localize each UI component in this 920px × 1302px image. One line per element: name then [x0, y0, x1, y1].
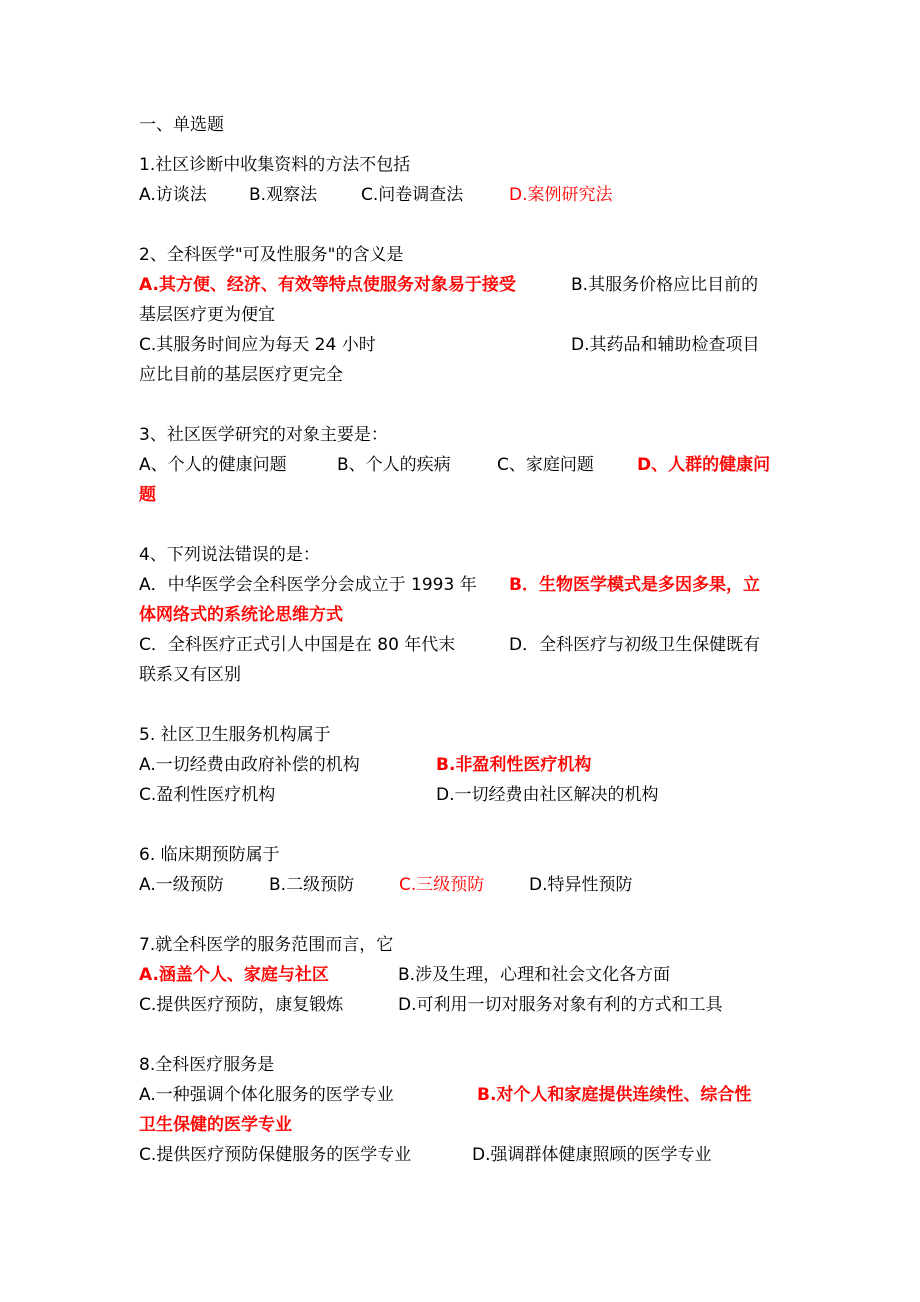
options-row	[139, 960, 789, 990]
option-b-answer: B．生物医学模式是多因多果，立	[509, 575, 760, 595]
options-row	[139, 450, 789, 480]
option-d: D.特异性预防	[529, 875, 633, 895]
question-stem: 5. 社区卫生服务机构属于	[139, 725, 331, 745]
option-d-answer: D.案例研究法	[509, 185, 613, 205]
options-row	[139, 990, 789, 1020]
options-row	[139, 570, 789, 600]
option-a: A、个人的健康问题	[139, 455, 287, 475]
option-d-continued: 联系又有区别	[139, 665, 241, 685]
options-row	[139, 1080, 789, 1110]
question-3	[139, 420, 789, 510]
question-7	[139, 930, 789, 1020]
question-2	[139, 240, 789, 390]
option-a: A.访谈法	[139, 185, 207, 205]
question-stem: 1.社区诊断中收集资料的方法不包括	[139, 155, 411, 175]
option-d: D.一切经费由社区解决的机构	[436, 785, 659, 805]
option-d: D．全科医疗与初级卫生保健既有	[509, 635, 761, 655]
question-6	[139, 840, 789, 900]
option-c: C.其服务时间应为每天 24 小时	[139, 335, 376, 355]
options-row	[139, 750, 789, 780]
exam-content	[139, 110, 789, 1200]
option-d-answer: D、人群的健康问	[637, 455, 771, 475]
section-title: 一、单选题	[139, 115, 224, 135]
option-b-continued: 基层医疗更为便宜	[139, 305, 275, 325]
option-c: C、家庭问题	[497, 455, 594, 475]
question-stem: 4、下列说法错误的是：	[139, 545, 320, 565]
option-c: C.提供医疗预防，康复锻炼	[139, 995, 344, 1015]
options-row	[139, 870, 789, 900]
option-d-continued: 应比目前的基层医疗更完全	[139, 365, 343, 385]
options-row	[139, 270, 789, 300]
option-d: D.其药品和辅助检查项目	[571, 335, 760, 355]
option-b: B.观察法	[249, 185, 318, 205]
options-row	[139, 330, 789, 360]
options-row	[139, 180, 789, 210]
option-a: A.一切经费由政府补偿的机构	[139, 755, 360, 775]
option-c-answer: C.三级预防	[399, 875, 485, 895]
option-b-answer-continued: 卫生保健的医学专业	[139, 1115, 292, 1135]
question-stem: 7.就全科医学的服务范围而言，它	[139, 935, 394, 955]
option-d: D.可利用一切对服务对象有利的方式和工具	[398, 995, 723, 1015]
question-5	[139, 720, 789, 810]
option-b-answer: B.非盈利性医疗机构	[436, 755, 592, 775]
question-8	[139, 1050, 789, 1170]
option-b: B.二级预防	[269, 875, 355, 895]
option-b: B、个人的疾病	[337, 455, 451, 475]
options-row	[139, 1140, 789, 1170]
option-a-answer: A.其方便、经济、有效等特点使服务对象易于接受	[139, 275, 516, 295]
options-row	[139, 630, 789, 660]
question-stem: 8.全科医疗服务是	[139, 1055, 275, 1075]
option-a: A.一种强调个体化服务的医学专业	[139, 1085, 394, 1105]
option-b: B.其服务价格应比目前的	[571, 275, 759, 295]
option-d-answer-continued: 题	[139, 485, 156, 505]
question-stem: 2、全科医学"可及性服务"的含义是	[139, 245, 404, 265]
question-1	[139, 150, 789, 210]
option-a: A.一级预防	[139, 875, 224, 895]
option-a: A．中华医学会全科医学分会成立于 1993 年	[139, 575, 477, 595]
question-stem: 3、社区医学研究的对象主要是：	[139, 425, 388, 445]
option-b: B.涉及生理，心理和社会文化各方面	[398, 965, 671, 985]
option-c: C.提供医疗预防保健服务的医学专业	[139, 1145, 412, 1165]
option-a-answer: A.涵盖个人、家庭与社区	[139, 965, 329, 985]
question-4	[139, 540, 789, 690]
options-row	[139, 780, 789, 810]
option-d: D.强调群体健康照顾的医学专业	[472, 1145, 712, 1165]
question-stem: 6. 临床期预防属于	[139, 845, 280, 865]
option-b-answer-continued: 体网络式的系统论思维方式	[139, 605, 343, 625]
option-c: C.问卷调查法	[361, 185, 464, 205]
option-c: C.盈利性医疗机构	[139, 785, 276, 805]
option-b-answer: B.对个人和家庭提供连续性、综合性	[477, 1085, 752, 1105]
option-c: C．全科医疗正式引人中国是在 80 年代末	[139, 635, 456, 655]
